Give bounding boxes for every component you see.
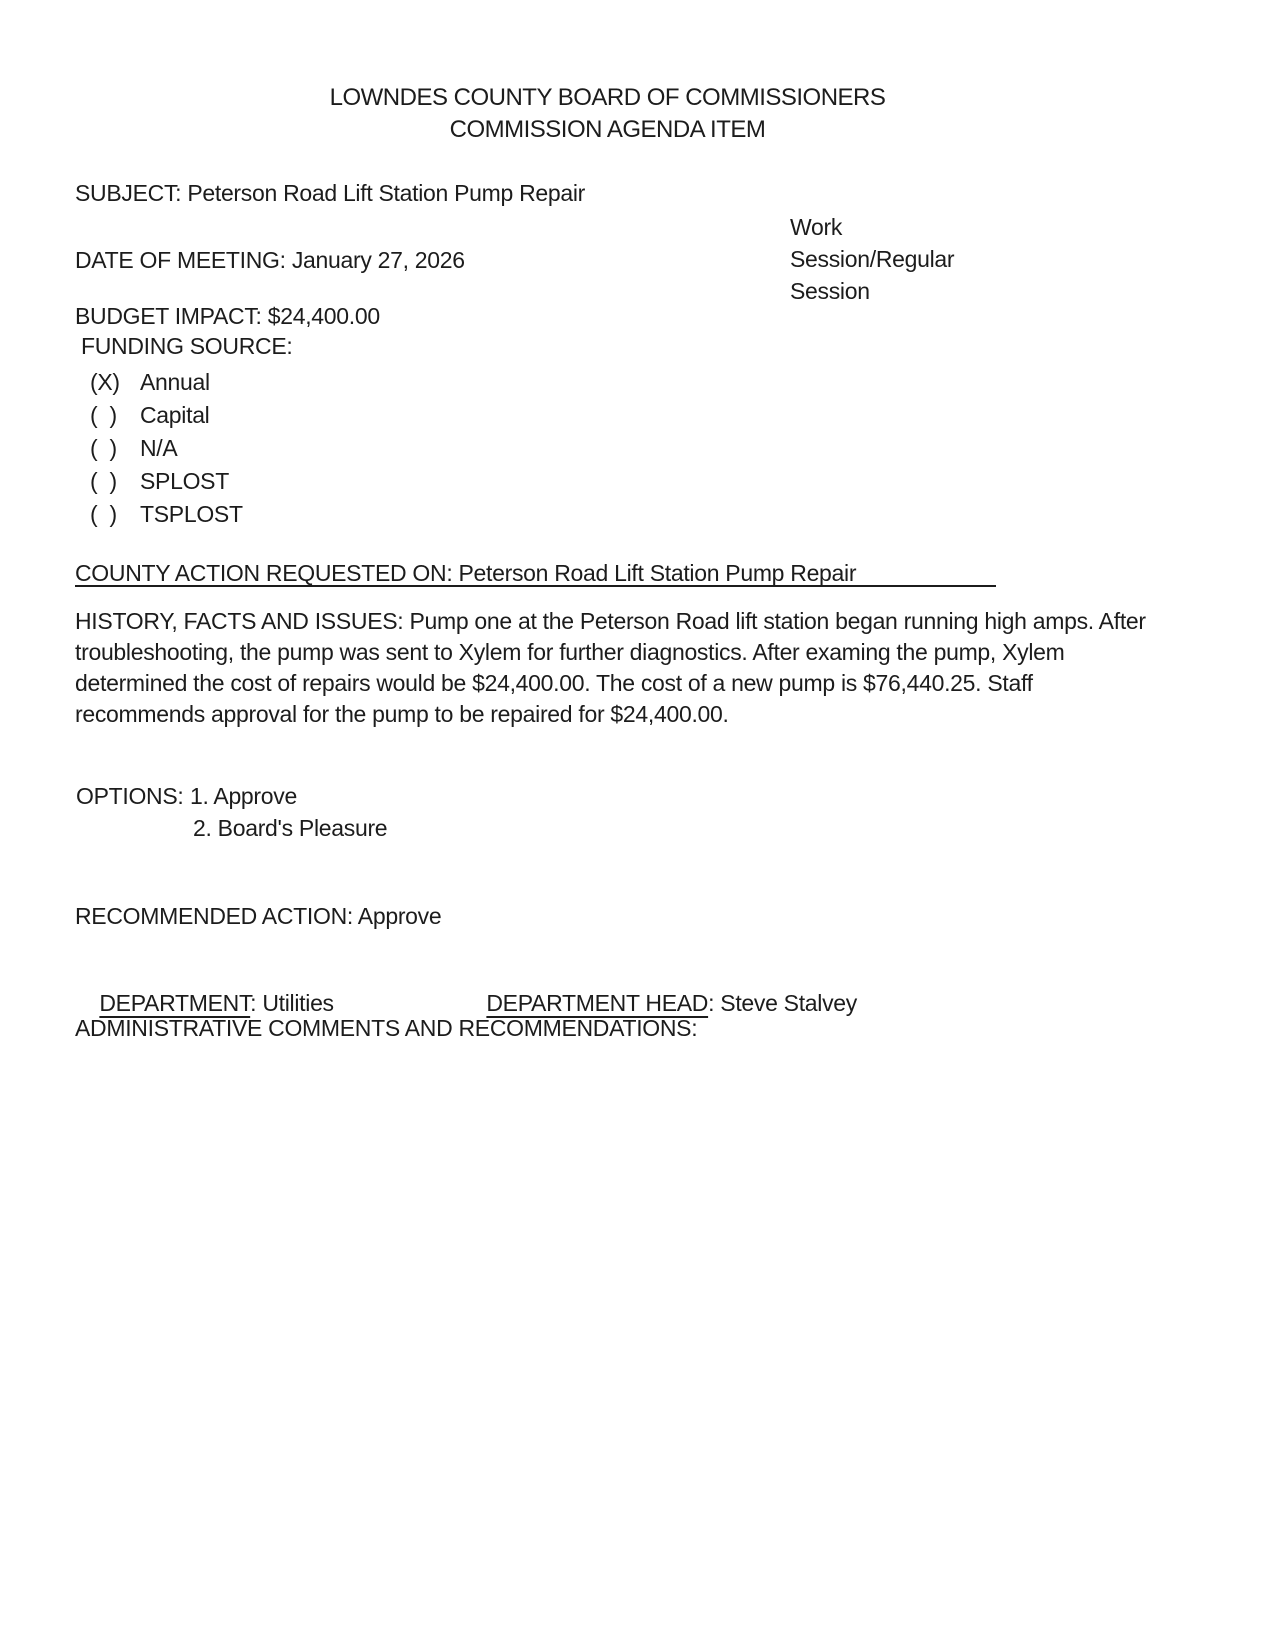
funding-checkbox-capital: ( ) [90,402,117,428]
funding-option-na [0,435,400,467]
option-1: 1. Approve [190,783,297,809]
funding-source-label: FUNDING SOURCE: [81,333,293,359]
history-line2: troubleshooting, the pump was sent to Xylem for further diagnostics. After examing the pump, Xylem [75,639,1065,665]
recommended-action-line: RECOMMENDED ACTION: Approve [75,903,442,929]
document-title-line1: LOWNDES COUNTY BOARD OF COMMISSIONERS [329,84,886,111]
funding-label-capital: Capital [140,402,210,428]
funding-checkbox-tsplost: ( ) [90,501,117,527]
funding-label-annual: Annual [140,369,210,395]
funding-checkbox-na: ( ) [90,435,117,461]
history-line4: recommends approval for the pump to be repaired for $24,400.00. [75,701,729,727]
funding-checkbox-annual: (X) [90,369,120,395]
department-head-label: DEPARTMENT HEAD [486,990,709,1016]
funding-checkbox-splost: ( ) [90,468,117,494]
history-line3: determined the cost of repairs would be $24,400.00. The cost of a new pump is $76,440.25. Staff [75,670,1033,696]
session-type-line3: Session [790,278,870,304]
option-2: 2. Board's Pleasure [193,815,388,841]
history-line1: HISTORY, FACTS AND ISSUES: Pump one at the Peterson Road lift station began running high amps. After [75,608,1146,634]
funding-option-splost [0,468,400,500]
options-label: OPTIONS: [76,783,184,809]
date-of-meeting-line: DATE OF MEETING: January 27, 2026 [75,247,465,273]
document-title-line2: COMMISSION AGENDA ITEM [449,116,766,143]
funding-option-annual [0,369,400,401]
funding-option-tsplost [0,501,400,533]
county-action-underline [75,585,996,587]
funding-label-tsplost: TSPLOST [140,501,243,527]
session-type-block [790,211,980,307]
funding-option-capital [0,402,400,434]
funding-label-splost: SPLOST [140,468,229,494]
department-head-value: : Steve Stalvey [708,990,858,1016]
admin-comments-line: ADMINISTRATIVE COMMENTS AND RECOMMENDATIONS: [75,1015,698,1041]
document-title [75,82,1140,146]
department-label: DEPARTMENT [99,990,251,1016]
department-value: : Utilities [250,990,334,1016]
funding-label-na: N/A [140,435,178,461]
budget-impact-line: BUDGET IMPACT: $24,400.00 [75,303,380,329]
session-type-line2: Session/Regular [790,246,955,272]
subject-line: SUBJECT: Peterson Road Lift Station Pump Repair [75,180,586,206]
county-action-line: COUNTY ACTION REQUESTED ON: Peterson Road Lift Station Pump Repair [75,560,857,586]
session-type-line1: Work [790,214,843,240]
